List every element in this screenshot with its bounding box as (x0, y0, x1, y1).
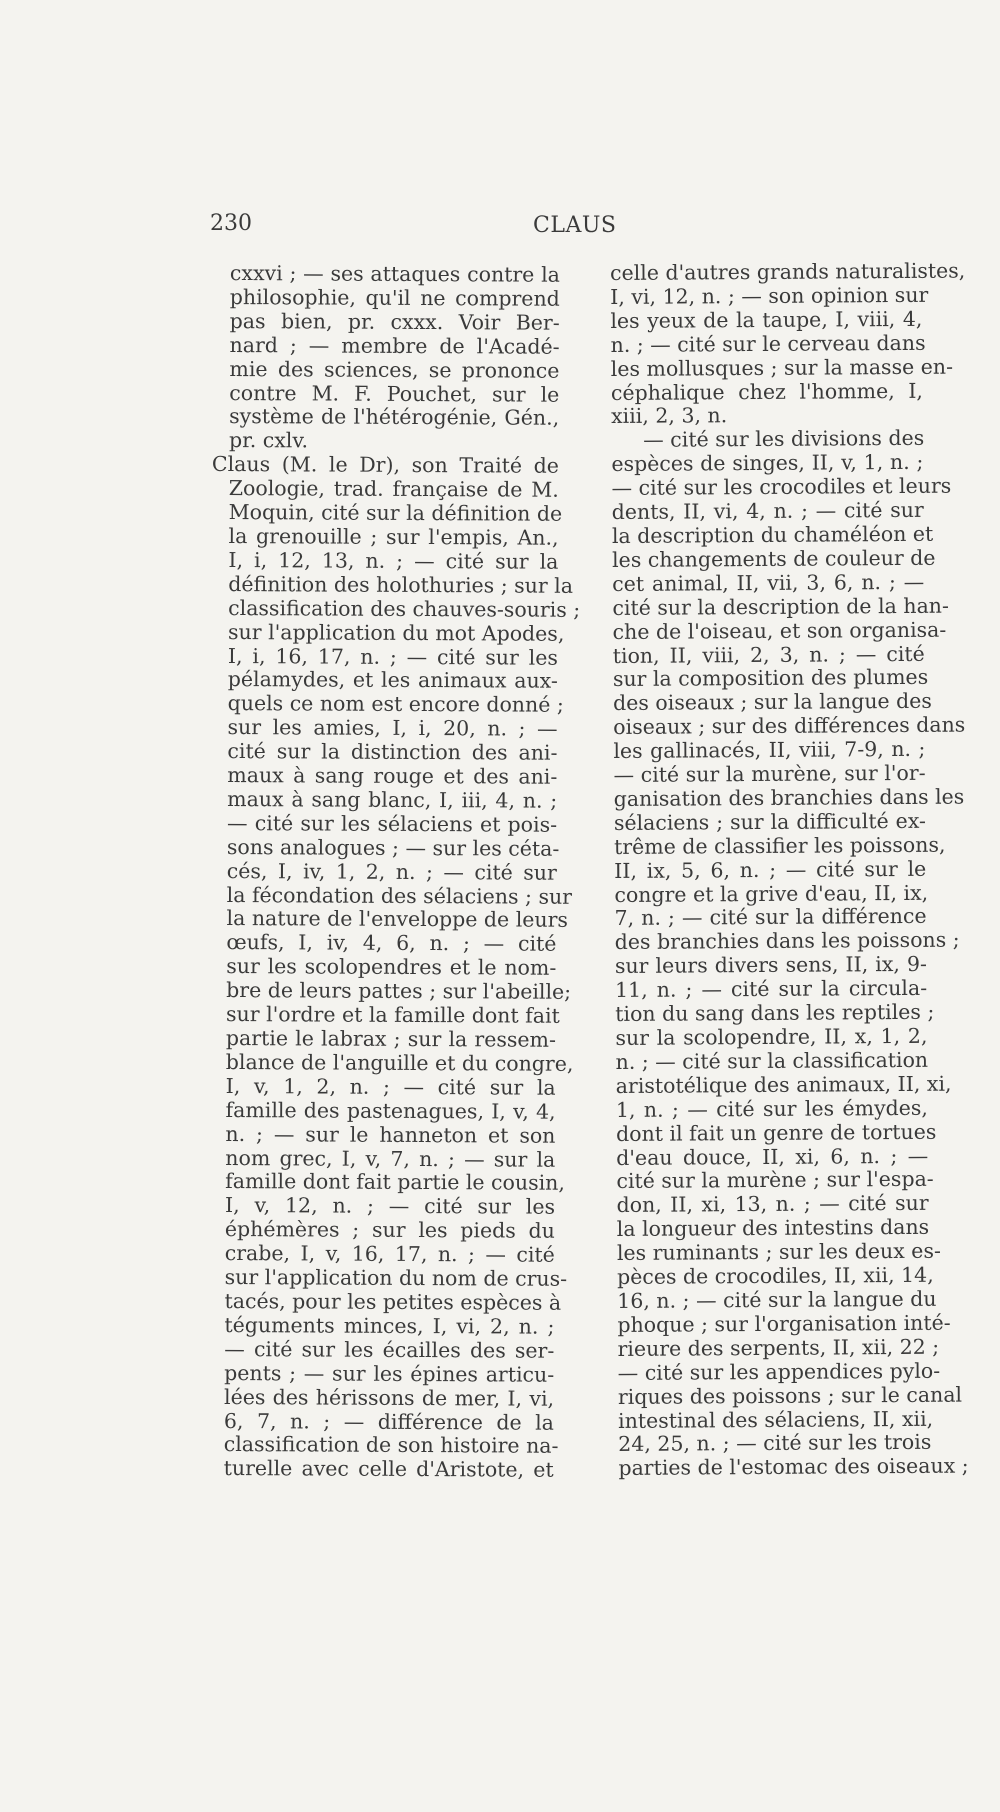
right-text-column (609, 258, 969, 1481)
text-line: les mollusques ; sur la masse en- (610, 354, 954, 381)
text-line: cité sur la description de la han- (612, 593, 949, 620)
text-line: mie des sciences, se prononce (229, 356, 560, 383)
text-line: la description du chaméléon et (611, 521, 934, 548)
text-line: 11, n. ; — cité sur la circula- (614, 975, 928, 1003)
text-line: Moquin, cité sur la définition de (228, 500, 563, 526)
text-line: pas bien, pr. cxxx. Voir Ber- (229, 308, 560, 335)
text-line: Zoologie, trad. française de M. (228, 476, 559, 502)
text-line: des branchies dans les poissons ; (614, 927, 960, 955)
text-line: sur les amies, I, i, 20, n. ; — (227, 715, 558, 741)
text-line: quels ce nom est encore donné ; (227, 691, 564, 718)
text-line: 1, n. ; — cité sur les émydes, (615, 1095, 928, 1122)
text-line: ganisation des branchies dans les (613, 784, 965, 811)
text-line: pèces de crocodiles, II, xii, 14, (617, 1262, 934, 1290)
text-line: espèces de singes, II, v, 1, n. ; (611, 450, 924, 477)
text-line: blance de l'anguille et du congre, (225, 1049, 574, 1076)
text-line: cité sur la murène ; sur l'espa- (616, 1167, 934, 1194)
text-line: — cité sur les appendices pylo- (617, 1358, 941, 1385)
text-line: I, v, 1, 2, n. ; — cité sur la (225, 1073, 556, 1100)
text-line: I, v, 12, n. ; — cité sur les (224, 1193, 556, 1220)
text-line: 24, 25, n. ; — cité sur les trois (618, 1430, 932, 1457)
text-line: crabe, I, v, 16, 17, n. ; — cité (224, 1241, 555, 1267)
text-line: riques des poissons ; sur le canal (617, 1382, 963, 1409)
text-line: les yeux de la taupe, I, viii, 4, (610, 306, 923, 333)
text-line: I, i, 16, 17, n. ; — cité sur les (227, 643, 558, 670)
text-line: classification de son histoire na- (223, 1432, 559, 1459)
text-line: définition des holothuries ; sur la (228, 571, 574, 598)
text-line: rieure des serpents, II, xii, 22 ; (617, 1334, 940, 1361)
text-line: lées des hérissons de mer, I, vi, (223, 1384, 555, 1411)
text-line: maux à sang blanc, I, iii, 4, n. ; (227, 786, 558, 813)
text-line: oiseaux ; sur des différences dans (613, 712, 966, 740)
text-line: — cité sur les crocodiles et leurs (611, 473, 952, 501)
text-line: cés, I, iv, 1, 2, n. ; — cité sur (226, 858, 557, 885)
text-line: aristotélique des animaux, II, xi, (615, 1071, 952, 1098)
page-header (210, 205, 617, 245)
text-line: partie le labrax ; sur la ressem- (225, 1025, 556, 1052)
text-line: téguments minces, I, vi, 2, n. ; (224, 1312, 555, 1339)
text-line: pr. cxlv. (229, 428, 309, 453)
text-line: parties de l'estomac des oiseaux ; (618, 1453, 969, 1481)
text-line: sur l'ordre et la famille dont fait (225, 1002, 560, 1028)
text-line: 16, n. ; — cité sur la langue du (617, 1286, 937, 1313)
text-line: pents ; — sur les épines articu- (224, 1360, 555, 1387)
text-line: intestinal des sélaciens, II, xii, (618, 1406, 934, 1433)
text-line: philosophie, qu'il ne comprend (229, 284, 560, 311)
text-line: — cité sur la murène, sur l'or- (613, 760, 926, 788)
text-line: don, II, xi, 13, n. ; — cité sur (616, 1191, 929, 1218)
text-line: d'eau douce, II, xi, 6, n. ; — (616, 1143, 929, 1170)
text-line: les changements de couleur de (611, 545, 936, 572)
text-line: famille des pastenagues, I, v, 4, (225, 1097, 556, 1124)
text-line: trême de classifier les poissons, (613, 832, 946, 859)
text-line: II, ix, 5, 6, n. ; — cité sur le (614, 856, 927, 883)
text-line: maux à sang rouge et des ani- (227, 763, 558, 789)
text-line: sur la scolopendre, II, x, 1, 2, (615, 1023, 928, 1050)
text-line: classification des chauves-souris ; (228, 595, 581, 622)
text-line: congre et la grive d'eau, II, ix, (614, 880, 929, 907)
text-line: — cité sur les écailles des ser- (224, 1336, 555, 1363)
text-line: les ruminants ; sur les deux es- (616, 1238, 941, 1266)
text-line: sur leurs divers sens, II, ix, 9- (614, 952, 927, 979)
text-line: sur les scolopendres et le nom- (226, 954, 557, 980)
text-line: bre de leurs pattes ; sur l'abeille; (226, 978, 572, 1004)
text-line: tacés, pour les petites espèces à (224, 1288, 562, 1315)
text-line: — cité sur les divisions des (643, 426, 925, 453)
text-line: Claus (M. le Dr), son Traité de (211, 452, 559, 478)
text-line: la fécondation des sélaciens ; sur (226, 882, 573, 909)
text-line: les gallinacés, II, viii, 7-9, n. ; (613, 736, 926, 764)
text-line: n. ; — cité sur la classification (615, 1047, 929, 1074)
text-line: n. ; — cité sur le cerveau dans (610, 330, 926, 357)
text-line: sons analogues ; — sur les céta- (226, 834, 560, 861)
text-line: xiii, 2, 3, n. (610, 403, 728, 429)
page-number: 230 (210, 211, 252, 236)
text-line: dents, II, vi, 4, n. ; — cité sur (611, 497, 924, 525)
text-line: la nature de l'enveloppe de leurs (226, 906, 569, 933)
text-line: turelle avec celle d'Aristote, et (223, 1456, 554, 1483)
text-line: sur l'application du mot Apodes, (228, 619, 565, 646)
text-line: sur l'application du nom de crus- (224, 1265, 568, 1291)
text-line: I, vi, 12, n. ; — son opinion sur (610, 282, 929, 309)
text-line: 6, 7, n. ; — différence de la (223, 1408, 554, 1435)
text-line: la grenouille ; sur l'empis, An., (228, 523, 559, 550)
text-line: sélaciens ; sur la difficulté ex- (613, 808, 926, 835)
running-head: CLAUS (533, 213, 617, 238)
text-line: celle d'autres grands naturalistes, (609, 258, 966, 285)
text-line: contre M. F. Pouchet, sur le (229, 380, 560, 407)
text-line: famille dont fait partie le cousin, (225, 1169, 565, 1196)
text-line: tion du sang dans les reptiles ; (615, 999, 935, 1027)
text-line: tion, II, viii, 2, 3, n. ; — cité (612, 641, 925, 668)
text-line: che de l'oiseau, et son organisa- (612, 617, 947, 644)
text-line: pélamydes, et les animaux aux- (227, 667, 558, 694)
text-line: la longueur des intestins dans (616, 1215, 930, 1242)
text-line: système de l'hétérogénie, Gén., (229, 404, 560, 431)
text-line: cxxvi ; — ses attaques contre la (229, 261, 561, 287)
text-line: cet animal, II, vii, 3, 6, n. ; — (612, 569, 925, 596)
text-line: 7, n. ; — cité sur la différence (614, 904, 927, 931)
text-line: des oiseaux ; sur la langue des (612, 689, 933, 716)
text-line: — cité sur les sélaciens et pois- (227, 810, 558, 837)
text-line: phoque ; sur l'organisation inté- (617, 1310, 951, 1337)
text-line: I, i, 12, 13, n. ; — cité sur la (228, 547, 559, 574)
text-line: céphalique chez l'homme, I, (610, 378, 923, 405)
text-line: n. ; — sur le hanneton et son (225, 1121, 556, 1148)
text-line: sur la composition des plumes (612, 665, 929, 692)
text-line: nard ; — membre de l'Acadé- (229, 332, 560, 359)
text-line: œufs, I, iv, 4, 6, n. ; — cité (226, 930, 557, 957)
text-line: dont il fait un genre de tortues (616, 1119, 937, 1146)
left-text-column (211, 261, 581, 1483)
text-line: nom grec, I, v, 7, n. ; — sur la (225, 1145, 556, 1172)
text-line: cité sur la distinction des ani- (227, 739, 558, 765)
text-line: éphémères ; sur les pieds du (224, 1217, 555, 1243)
